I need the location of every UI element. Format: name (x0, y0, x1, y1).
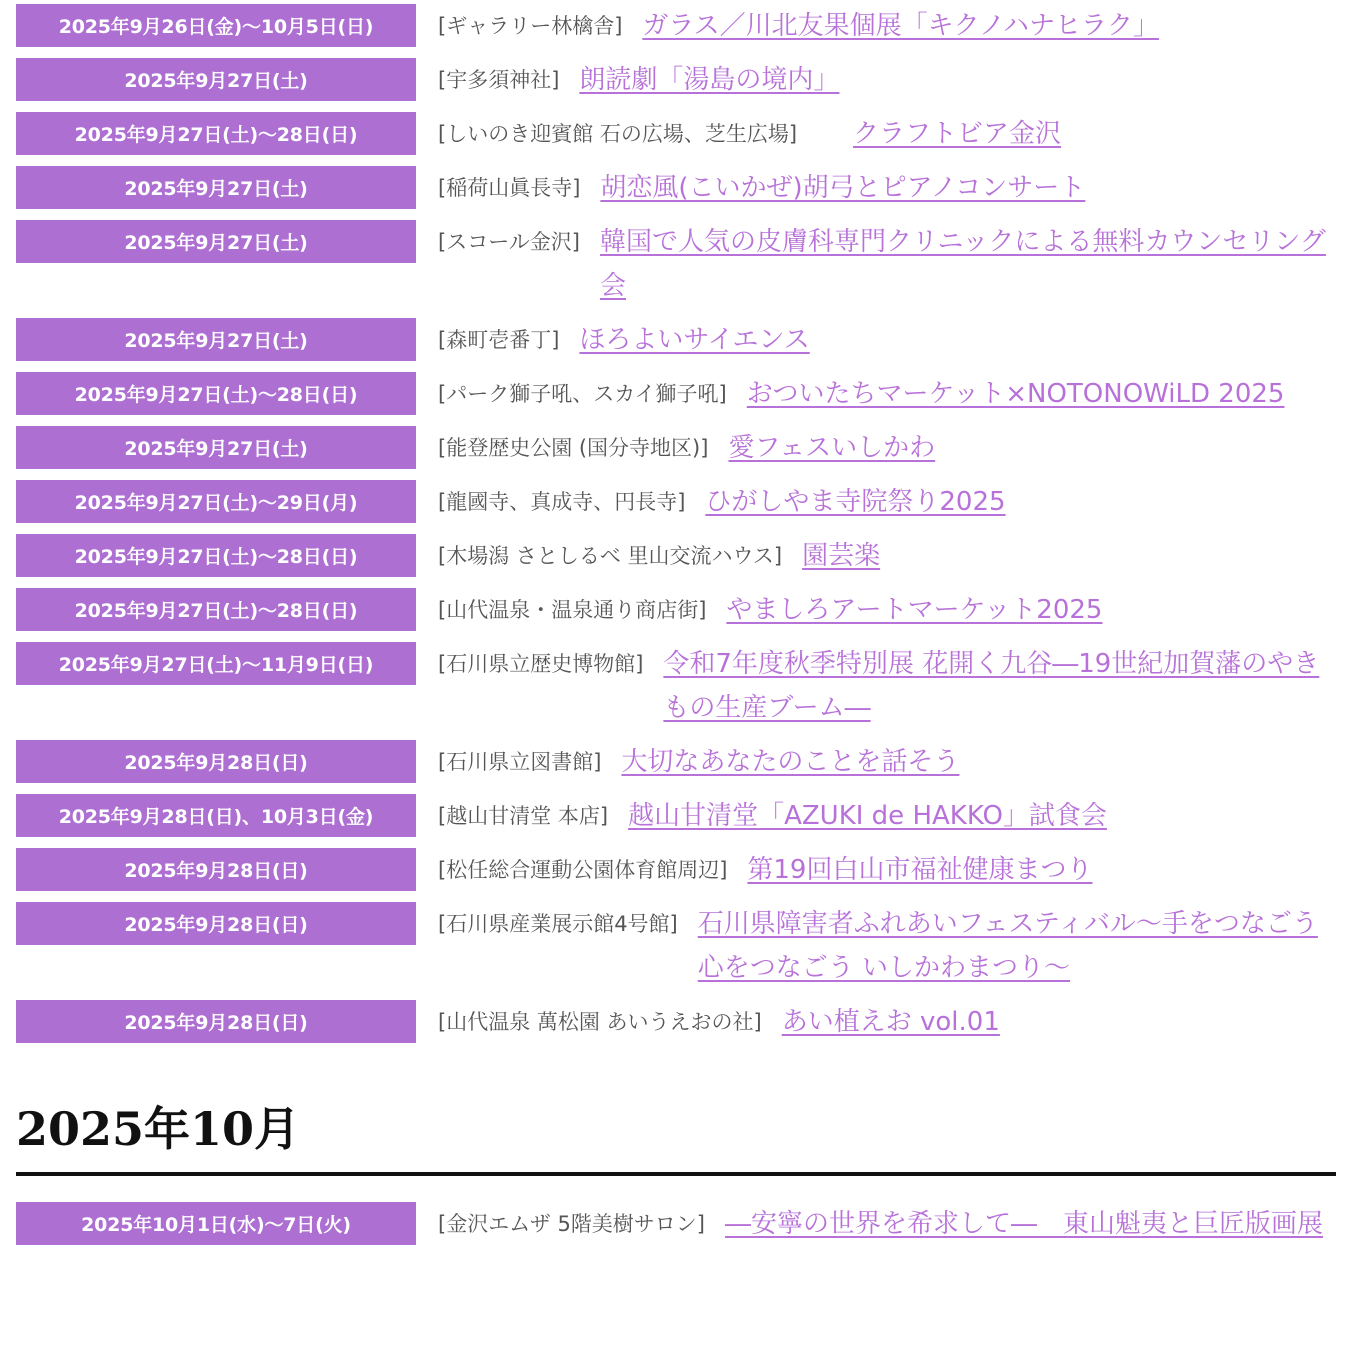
event-title-link[interactable]: クラフトビア金沢 (853, 119, 1062, 149)
event-title-link[interactable]: 大切なあなたのことを話そう (621, 747, 960, 777)
event-venue: [龍國寺、真成寺、円長寺] (438, 490, 686, 514)
event-title-link[interactable]: 胡恋風(こいかぜ)胡弓とピアノコンサート (600, 173, 1086, 203)
event-date-badge: 2025年9月27日(土) (16, 426, 416, 469)
event-title-link[interactable]: やましろアートマーケット2025 (726, 595, 1103, 625)
event-row (16, 1202, 1336, 1246)
event-venue: [しいのき迎賓館 石の広場、芝生広場] (438, 122, 798, 146)
event-row (16, 426, 1336, 470)
event-info (416, 372, 1284, 416)
event-venue: [金沢エムザ 5階美樹サロン] (438, 1212, 706, 1236)
event-date-badge: 2025年9月27日(土)〜29日(月) (16, 480, 416, 523)
event-info (416, 848, 1092, 892)
event-info (416, 220, 1336, 308)
event-info (416, 112, 1061, 156)
event-row (16, 4, 1336, 48)
event-title-link[interactable]: ガラス／川北友果個展「キクノハナヒラク」 (642, 11, 1160, 41)
event-venue: [スコール金沢] (438, 230, 580, 254)
event-date-badge: 2025年9月27日(土) (16, 318, 416, 361)
event-venue: [石川県産業展示館4号館] (438, 912, 678, 936)
event-row (16, 588, 1336, 632)
event-venue: [石川県立図書館] (438, 750, 602, 774)
event-row (16, 220, 1336, 308)
event-row (16, 166, 1336, 210)
event-venue: [宇多須神社] (438, 68, 560, 92)
event-info (416, 534, 880, 578)
event-info (416, 588, 1102, 632)
event-row (16, 794, 1336, 838)
event-title-link[interactable]: あい植えお vol.01 (781, 1007, 1000, 1037)
event-date-badge: 2025年9月27日(土)〜11月9日(日) (16, 642, 416, 685)
event-title-link[interactable]: 愛フェスいしかわ (728, 433, 936, 463)
event-row (16, 112, 1336, 156)
event-row (16, 318, 1336, 362)
event-title-link[interactable]: 石川県障害者ふれあいフェスティバル〜手をつなごう 心をつなごう いしかわまつり〜 (697, 909, 1318, 983)
event-row (16, 848, 1336, 892)
event-venue: [能登歴史公園 (国分寺地区)] (438, 436, 709, 460)
event-row (16, 480, 1336, 524)
event-info (416, 480, 1006, 524)
event-venue: [パーク獅子吼、スカイ獅子吼] (438, 382, 727, 406)
event-date-badge: 2025年10月1日(水)〜7日(火) (16, 1202, 416, 1245)
event-venue: [山代温泉・温泉通り商店街] (438, 598, 707, 622)
event-info (416, 1000, 1000, 1044)
event-venue: [越山甘清堂 本店] (438, 804, 609, 828)
event-date-badge: 2025年9月28日(日) (16, 740, 416, 783)
event-date-badge: 2025年9月27日(土) (16, 58, 416, 101)
event-date-badge: 2025年9月27日(土)〜28日(日) (16, 588, 416, 631)
event-venue: [ギャラリー林檎舎] (438, 14, 623, 38)
event-venue: [松任総合運動公園体育館周辺] (438, 858, 728, 882)
event-row (16, 58, 1336, 102)
event-date-badge: 2025年9月27日(土) (16, 166, 416, 209)
event-venue: [木場潟 さとしるべ 里山交流ハウス] (438, 544, 783, 568)
event-venue: [森町壱番丁] (438, 328, 560, 352)
event-info (416, 794, 1107, 838)
event-list-october (16, 1202, 1336, 1246)
event-row (16, 902, 1336, 990)
event-date-badge: 2025年9月27日(土)〜28日(日) (16, 534, 416, 577)
event-row (16, 1000, 1336, 1044)
event-venue: [山代温泉 萬松園 あいうえおの社] (438, 1010, 762, 1034)
event-date-badge: 2025年9月28日(日) (16, 1000, 416, 1043)
event-date-badge: 2025年9月28日(日)、10月3日(金) (16, 794, 416, 837)
event-title-link[interactable]: 越山甘清堂「AZUKI de HAKKO」試食会 (628, 801, 1107, 831)
event-date-badge: 2025年9月27日(土)〜28日(日) (16, 372, 416, 415)
event-info (416, 902, 1336, 990)
event-info (416, 642, 1336, 730)
month-heading: 2025年10月 (16, 1096, 1336, 1176)
event-title-link[interactable]: ―安寧の世界を希求して― 東山魁夷と巨匠版画展 (725, 1209, 1324, 1239)
event-venue: [石川県立歴史博物館] (438, 652, 644, 676)
event-venue: [稲荷山眞長寺] (438, 176, 581, 200)
event-row (16, 642, 1336, 730)
event-info (416, 426, 935, 470)
event-title-link[interactable]: 韓国で人気の皮膚科専門クリニックによる無料カウンセリング会 (599, 227, 1326, 301)
event-info (416, 4, 1159, 48)
event-date-badge: 2025年9月27日(土) (16, 220, 416, 263)
event-info (416, 166, 1085, 210)
event-title-link[interactable]: 第19回白山市福祉健康まつり (747, 855, 1093, 885)
event-title-link[interactable]: おついたちマーケット×NOTONOWiLD 2025 (746, 379, 1285, 409)
event-title-link[interactable]: ひがしやま寺院祭り2025 (705, 487, 1006, 517)
event-info (416, 740, 959, 784)
event-title-link[interactable]: 令和7年度秋季特別展 花開く九谷―19世紀加賀藩のやきもの生産ブーム― (663, 649, 1320, 723)
event-row (16, 534, 1336, 578)
event-list-september (16, 4, 1336, 1044)
event-title-link[interactable]: 園芸楽 (802, 541, 881, 571)
event-info (416, 318, 810, 362)
event-info (416, 1202, 1323, 1246)
event-date-badge: 2025年9月27日(土)〜28日(日) (16, 112, 416, 155)
event-row (16, 740, 1336, 784)
event-row (16, 372, 1336, 416)
event-title-link[interactable]: 朗読劇「湯島の境内」 (579, 65, 840, 95)
event-date-badge: 2025年9月26日(金)〜10月5日(日) (16, 4, 416, 47)
event-date-badge: 2025年9月28日(日) (16, 902, 416, 945)
event-title-link[interactable]: ほろよいサイエンス (579, 325, 810, 355)
event-date-badge: 2025年9月28日(日) (16, 848, 416, 891)
event-info (416, 58, 839, 102)
